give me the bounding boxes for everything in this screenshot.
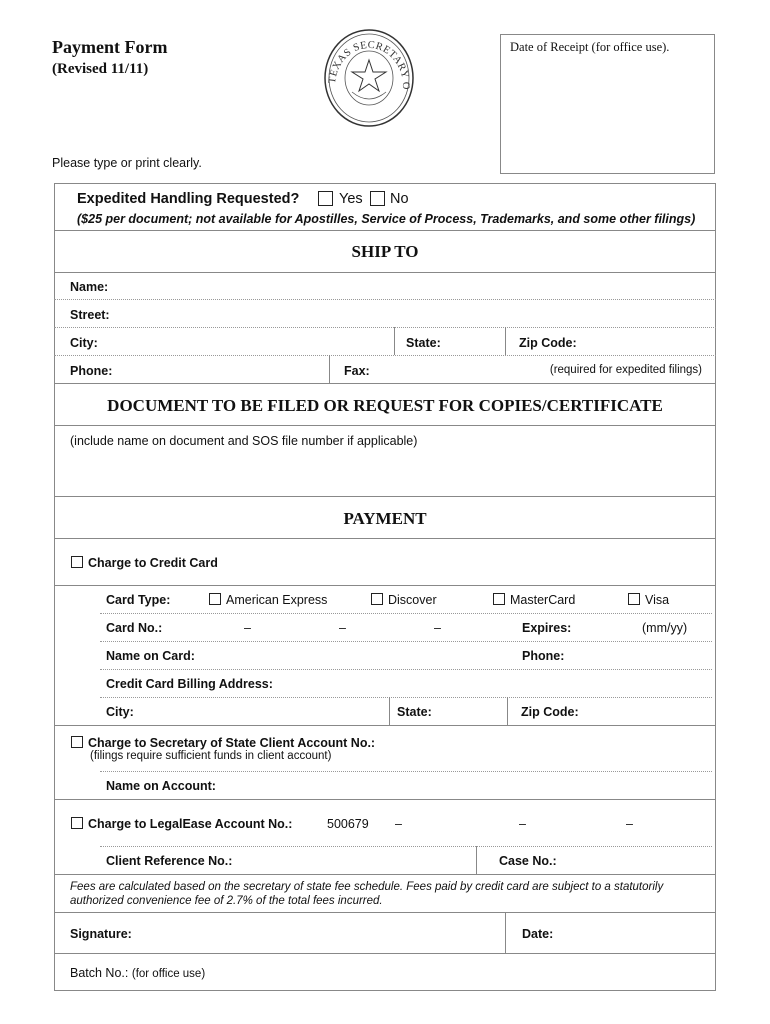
client-account-field[interactable] (384, 730, 710, 752)
mastercard-checkbox[interactable] (493, 593, 505, 605)
case-no-field[interactable] (562, 848, 710, 872)
signature-label: Signature: (70, 927, 132, 941)
legalease-dash-2: – (519, 817, 526, 831)
name-on-card-label: Name on Card: (106, 649, 195, 663)
expedited-label: Expedited Handling Requested? (77, 191, 300, 207)
ship-city-field[interactable] (102, 330, 392, 354)
card-no-label: Card No.: (106, 621, 163, 635)
discover-checkbox[interactable] (371, 593, 383, 605)
billing-address-label: Credit Card Billing Address: (106, 677, 273, 691)
ship-name-field[interactable] (112, 274, 712, 298)
card-phone-label: Phone: (522, 649, 565, 663)
date-field[interactable] (562, 918, 710, 950)
batch-no-text: Batch No.: (70, 966, 129, 980)
visa-checkbox[interactable] (628, 593, 640, 605)
billing-city-field[interactable] (138, 699, 386, 723)
client-reference-field[interactable] (240, 848, 472, 872)
ship-fax-label: Fax: (344, 364, 370, 378)
office-receipt-box (500, 34, 715, 174)
legalease-account-number: 500679 (327, 817, 369, 831)
payment-heading: PAYMENT (343, 509, 427, 528)
card-no-dash-2: – (339, 621, 346, 635)
card-phone-field[interactable] (570, 643, 710, 667)
visa-label: Visa (645, 593, 670, 607)
amex-checkbox[interactable] (209, 593, 221, 605)
expires-label: Expires: (522, 621, 572, 635)
ship-name-label: Name: (70, 280, 109, 294)
form-revision: (Revised 11/11) (52, 61, 149, 77)
billing-state-label: State: (397, 705, 432, 719)
ship-phone-label: Phone: (70, 364, 113, 378)
billing-zip-field[interactable] (584, 699, 710, 723)
document-heading: DOCUMENT TO BE FILED OR REQUEST FOR COPIES/CERTIFICATE (107, 396, 663, 415)
form-title: Payment Form (52, 37, 168, 57)
name-on-account-field[interactable] (224, 773, 710, 797)
batch-no-note: (for office use) (131, 968, 206, 980)
billing-city-label: City: (106, 705, 134, 719)
discover-label: Discover (388, 593, 437, 607)
expedited-yes-checkbox[interactable] (318, 191, 333, 206)
batch-no-label (70, 966, 205, 980)
expedited-note: ($25 per document; not available for Apostilles, Service of Process, Trademarks, and some other filings) (77, 212, 696, 226)
amex-label: American Express (226, 593, 328, 607)
case-no-label: Case No.: (499, 854, 557, 868)
card-no-dash-3: – (434, 621, 441, 635)
client-account-note: (filings require sufficient funds in client account) (90, 750, 332, 762)
name-on-account-label: Name on Account: (106, 779, 216, 793)
document-note: (include name on document and SOS file number if applicable) (70, 434, 418, 448)
mastercard-label: MasterCard (510, 593, 576, 607)
ship-fax-field[interactable] (375, 358, 545, 382)
expires-field[interactable] (578, 615, 638, 639)
credit-card-label: Charge to Credit Card (88, 556, 218, 570)
ship-state-field[interactable] (446, 330, 502, 354)
texas-secretary-of-state-seal (322, 26, 416, 130)
name-on-card-field[interactable] (200, 643, 510, 667)
legalease-checkbox[interactable] (71, 817, 83, 829)
card-no-dash-1: – (244, 621, 251, 635)
mmyy-hint: (mm/yy) (642, 621, 688, 635)
legalease-dash-3: – (626, 817, 633, 831)
ship-zip-field[interactable] (582, 330, 712, 354)
billing-zip-label: Zip Code: (521, 705, 579, 719)
billing-address-field[interactable] (282, 671, 710, 695)
client-account-label: Charge to Secretary of State Client Account No.: (88, 736, 376, 750)
legalease-dash-1: – (395, 817, 402, 831)
expedited-no-checkbox[interactable] (370, 191, 385, 206)
ship-street-field[interactable] (115, 302, 712, 326)
svg-text:TEXAS SECRETARY OF STATE: TEXAS SECRETARY O (326, 39, 412, 91)
ship-zip-label: Zip Code: (519, 336, 577, 350)
fees-note: Fees are calculated based on the secretary of state fee schedule. Fees paid by credit card are subject to a statutorily authorized convenience fee of 2.7% of the total fees incurred. (70, 881, 664, 907)
ship-phone-field[interactable] (118, 358, 326, 382)
ship-street-label: Street: (70, 308, 110, 322)
legalease-label: Charge to LegalEase Account No.: (88, 817, 293, 831)
instructions-text: Please type or print clearly. (52, 156, 202, 170)
ship-to-heading: SHIP TO (351, 242, 419, 261)
expedited-no-label: No (390, 191, 409, 207)
date-label: Date: (522, 927, 554, 941)
expedited-yes-label: Yes (339, 191, 363, 207)
ship-state-label: State: (406, 336, 441, 350)
fax-note: (required for expedited filings) (549, 364, 702, 376)
billing-state-field[interactable] (436, 699, 504, 723)
card-no-field[interactable] (172, 615, 502, 639)
client-account-checkbox[interactable] (71, 736, 83, 748)
signature-field[interactable] (140, 918, 500, 950)
document-field[interactable] (60, 452, 710, 494)
ship-city-label: City: (70, 336, 98, 350)
receipt-label: Date of Receipt (for office use). (510, 40, 670, 54)
client-reference-label: Client Reference No.: (106, 854, 233, 868)
card-type-label: Card Type: (106, 593, 171, 607)
credit-card-checkbox[interactable] (71, 556, 83, 568)
